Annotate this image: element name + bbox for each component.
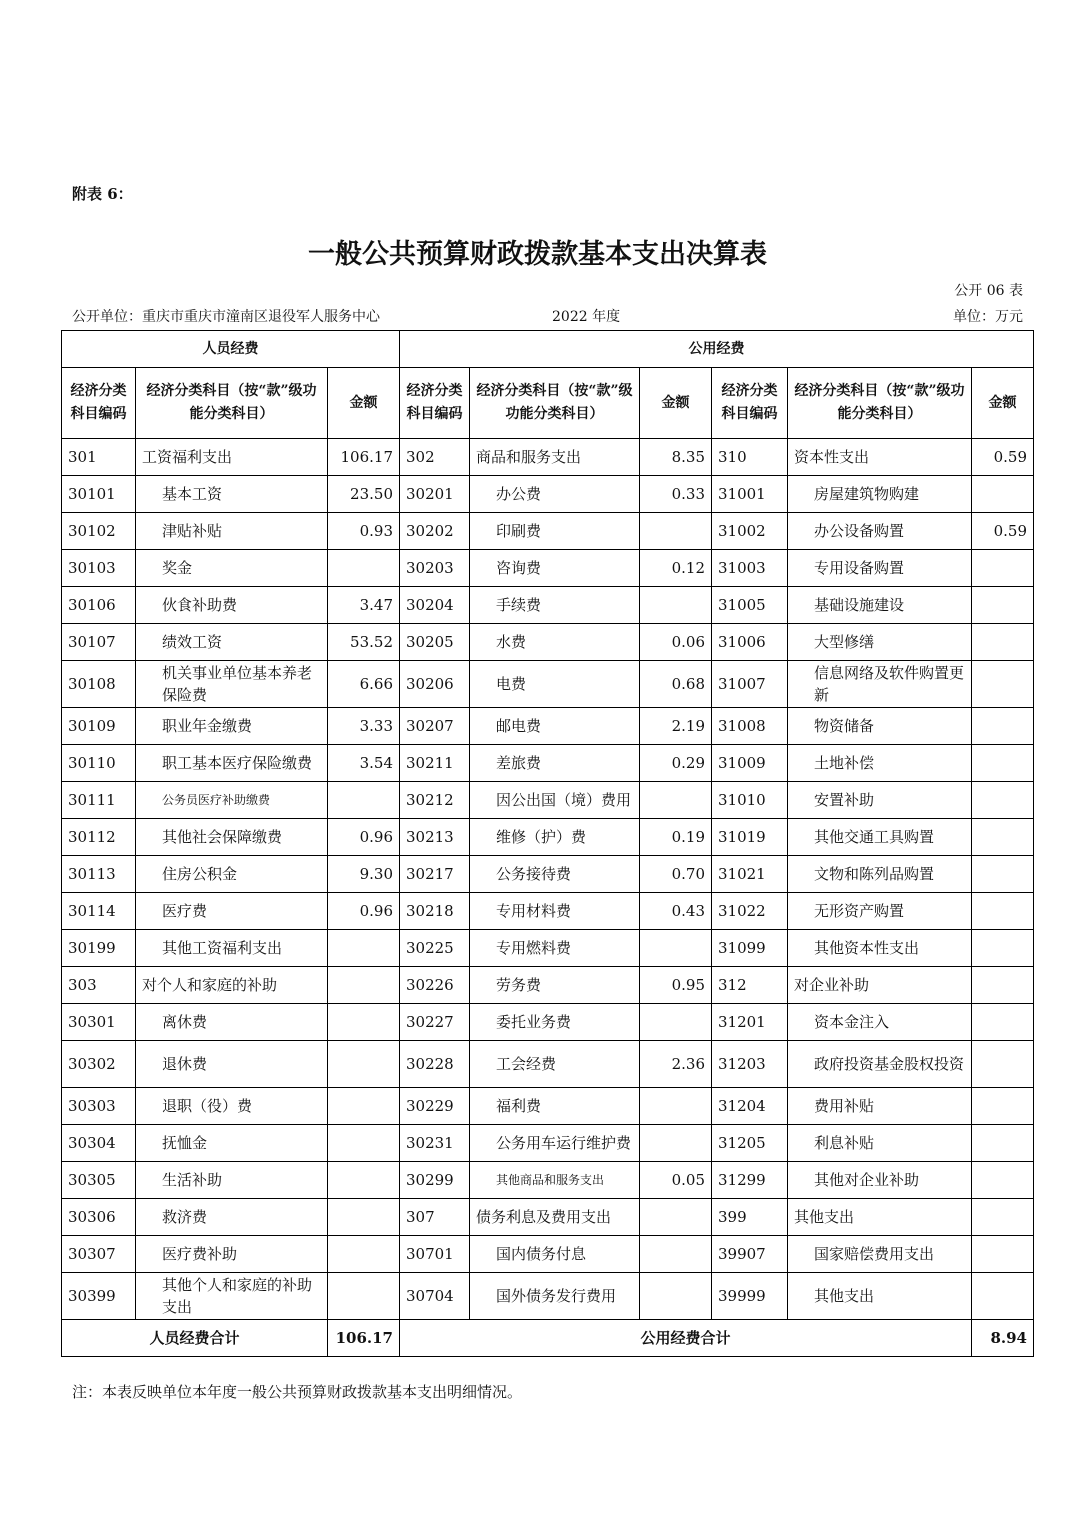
money-unit: 单位：万元 [953,309,1023,325]
table-row [62,1004,1034,1041]
cell-name: 因公出国（境）费用 [470,782,640,819]
col-header-name: 经济分类科目（按“款”级功能分类科目） [136,368,328,439]
cell-amount [972,550,1034,587]
cell-code: 30112 [62,819,136,856]
cell-code: 30201 [400,476,470,513]
cell-name: 国外债务发行费用 [470,1273,640,1320]
cell-amount [972,967,1034,1004]
cell-amount: 0.12 [640,550,712,587]
cell-amount [972,476,1034,513]
cell-code: 31203 [712,1041,788,1088]
cell-name: 其他个人和家庭的补助支出 [136,1273,328,1320]
cell-name: 国内债务付息 [470,1236,640,1273]
cell-code: 30199 [62,930,136,967]
cell-name: 政府投资基金股权投资 [788,1041,972,1088]
cell-name: 债务利息及费用支出 [470,1199,640,1236]
cell-amount [972,1125,1034,1162]
cell-code: 30399 [62,1273,136,1320]
cell-name: 水费 [470,624,640,661]
cell-amount [972,782,1034,819]
cell-amount [972,930,1034,967]
cell-code: 31205 [712,1125,788,1162]
col-header-code: 经济分类科目编码 [400,368,470,439]
cell-name: 对企业补助 [788,967,972,1004]
cell-code: 30227 [400,1004,470,1041]
table-row [62,661,1034,708]
col-header-amount: 金额 [972,368,1034,439]
cell-name: 工资福利支出 [136,439,328,476]
cell-amount: 0.06 [640,624,712,661]
cell-code: 31001 [712,476,788,513]
cell-name: 其他支出 [788,1199,972,1236]
cell-amount [972,819,1034,856]
cell-name: 绩效工资 [136,624,328,661]
cell-name: 专用设备购置 [788,550,972,587]
cell-name: 专用材料费 [470,893,640,930]
cell-amount [972,708,1034,745]
cell-amount [640,1088,712,1125]
cell-amount [328,930,400,967]
cell-amount [640,1273,712,1320]
cell-code: 303 [62,967,136,1004]
col-header-code: 经济分类科目编码 [62,368,136,439]
cell-code: 31006 [712,624,788,661]
table-row [62,439,1034,476]
cell-name: 国家赔偿费用支出 [788,1236,972,1273]
cell-code: 30299 [400,1162,470,1199]
cell-code: 31099 [712,930,788,967]
cell-amount: 0.96 [328,819,400,856]
cell-amount [328,1041,400,1088]
cell-amount: 0.96 [328,893,400,930]
table-row [62,624,1034,661]
cell-code: 31009 [712,745,788,782]
col-header-code: 经济分类科目编码 [712,368,788,439]
cell-name: 其他交通工具购置 [788,819,972,856]
cell-amount [972,1273,1034,1320]
cell-code: 30204 [400,587,470,624]
cell-name: 维修（护）费 [470,819,640,856]
cell-code: 30217 [400,856,470,893]
cell-code: 31002 [712,513,788,550]
cell-amount [640,930,712,967]
form-number: 公开 06 表 [954,283,1023,299]
cell-code: 31022 [712,893,788,930]
cell-code: 30206 [400,661,470,708]
cell-amount [640,587,712,624]
col-header-amount: 金额 [640,368,712,439]
cell-name: 大型修缮 [788,624,972,661]
table-row [62,819,1034,856]
table-row [62,1041,1034,1088]
cell-amount: 53.52 [328,624,400,661]
cell-amount [972,745,1034,782]
cell-amount [972,1236,1034,1273]
cell-code: 31201 [712,1004,788,1041]
cell-name: 信息网络及软件购置更新 [788,661,972,708]
table-body [62,439,1034,1320]
cell-name: 委托业务费 [470,1004,640,1041]
cell-amount: 6.66 [328,661,400,708]
cell-amount: 2.36 [640,1041,712,1088]
cell-name: 房屋建筑物购建 [788,476,972,513]
page-title: 一般公共预算财政拨款基本支出决算表 [308,239,767,270]
cell-name: 物资储备 [788,708,972,745]
cell-code: 31003 [712,550,788,587]
cell-code: 30704 [400,1273,470,1320]
cell-code: 30228 [400,1041,470,1088]
cell-name: 手续费 [470,587,640,624]
cell-name: 福利费 [470,1088,640,1125]
cell-name: 其他社会保障缴费 [136,819,328,856]
cell-amount [328,1004,400,1041]
cell-amount [972,587,1034,624]
cell-code: 312 [712,967,788,1004]
cell-amount: 0.93 [328,513,400,550]
cell-code: 30303 [62,1088,136,1125]
cell-code: 30211 [400,745,470,782]
cell-amount [328,1273,400,1320]
table-row [62,513,1034,550]
cell-name: 退休费 [136,1041,328,1088]
cell-code: 30305 [62,1162,136,1199]
cell-code: 30102 [62,513,136,550]
table-row [62,967,1034,1004]
cell-name: 工会经费 [470,1041,640,1088]
table-row [62,476,1034,513]
cell-amount: 106.17 [328,439,400,476]
totals-row [62,1320,1034,1357]
cell-name: 职业年金缴费 [136,708,328,745]
cell-code: 30302 [62,1041,136,1088]
cell-amount [640,1236,712,1273]
cell-code: 30307 [62,1236,136,1273]
cell-name: 利息补贴 [788,1125,972,1162]
cell-name: 机关事业单位基本养老保险费 [136,661,328,708]
cell-amount: 8.35 [640,439,712,476]
table-row [62,782,1034,819]
cell-amount: 9.30 [328,856,400,893]
cell-name: 资本金注入 [788,1004,972,1041]
cell-name: 医疗费 [136,893,328,930]
cell-code: 30109 [62,708,136,745]
cell-amount: 0.70 [640,856,712,893]
cell-amount [972,1088,1034,1125]
group-header-public: 公用经费 [400,331,1034,368]
table-row [62,587,1034,624]
cell-code: 30701 [400,1236,470,1273]
cell-code: 30304 [62,1125,136,1162]
cell-code: 30107 [62,624,136,661]
cell-code: 301 [62,439,136,476]
meta-line [72,306,1023,326]
cell-code: 30213 [400,819,470,856]
cell-name: 资本性支出 [788,439,972,476]
cell-code: 31021 [712,856,788,893]
cell-code: 30103 [62,550,136,587]
group-header-personnel: 人员经费 [62,331,400,368]
cell-amount: 0.68 [640,661,712,708]
cell-amount [328,1088,400,1125]
cell-code: 30202 [400,513,470,550]
cell-amount [640,782,712,819]
cell-name: 无形资产购置 [788,893,972,930]
cell-amount [972,1041,1034,1088]
cell-code: 30108 [62,661,136,708]
table-row [62,1088,1034,1125]
cell-code: 30113 [62,856,136,893]
cell-amount [328,1199,400,1236]
table-row [62,1273,1034,1320]
cell-name: 印刷费 [470,513,640,550]
cell-name: 其他支出 [788,1273,972,1320]
cell-name: 专用燃料费 [470,930,640,967]
cell-amount [640,1199,712,1236]
cell-name: 电费 [470,661,640,708]
cell-name: 伙食补助费 [136,587,328,624]
table-row [62,856,1034,893]
cell-name: 医疗费补助 [136,1236,328,1273]
cell-code: 31204 [712,1088,788,1125]
cell-name: 公务员医疗补助缴费 [136,782,328,819]
cell-name: 救济费 [136,1199,328,1236]
cell-name: 其他资本性支出 [788,930,972,967]
cell-name: 其他工资福利支出 [136,930,328,967]
cell-amount [328,1162,400,1199]
table-row [62,745,1034,782]
public-total-label: 公用经费合计 [400,1320,972,1357]
cell-name: 土地补偿 [788,745,972,782]
cell-code: 30114 [62,893,136,930]
cell-amount: 0.29 [640,745,712,782]
cell-code: 30205 [400,624,470,661]
cell-name: 对个人和家庭的补助 [136,967,328,1004]
cell-name: 办公设备购置 [788,513,972,550]
col-header-name: 经济分类科目（按“款”级功能分类科目） [788,368,972,439]
cell-amount [328,1236,400,1273]
fiscal-year: 2022 年度 [552,309,621,325]
personnel-total-label: 人员经费合计 [62,1320,328,1357]
cell-name: 退职（役）费 [136,1088,328,1125]
cell-name: 生活补助 [136,1162,328,1199]
cell-code: 30226 [400,967,470,1004]
table-row [62,893,1034,930]
cell-amount [328,967,400,1004]
cell-name: 其他对企业补助 [788,1162,972,1199]
appendix-label: 附表 6： [72,185,133,203]
cell-code: 307 [400,1199,470,1236]
reporting-unit: 公开单位：重庆市重庆市潼南区退役军人服务中心 [72,309,380,325]
col-header-name: 经济分类科目（按“款”级功能分类科目） [470,368,640,439]
cell-amount: 0.19 [640,819,712,856]
table-row [62,1162,1034,1199]
cell-code: 31010 [712,782,788,819]
cell-name: 文物和陈列品购置 [788,856,972,893]
table-row [62,930,1034,967]
cell-code: 31299 [712,1162,788,1199]
cell-code: 30301 [62,1004,136,1041]
cell-code: 30110 [62,745,136,782]
cell-amount: 0.95 [640,967,712,1004]
cell-amount [972,856,1034,893]
cell-amount [972,1004,1034,1041]
cell-name: 咨询费 [470,550,640,587]
cell-name: 奖金 [136,550,328,587]
cell-name: 公务接待费 [470,856,640,893]
cell-amount: 3.33 [328,708,400,745]
cell-amount [640,1125,712,1162]
cell-amount: 0.59 [972,439,1034,476]
cell-amount: 2.19 [640,708,712,745]
cell-name: 津贴补贴 [136,513,328,550]
cell-name: 劳务费 [470,967,640,1004]
cell-code: 30111 [62,782,136,819]
cell-amount: 0.59 [972,513,1034,550]
cell-amount [972,624,1034,661]
cell-amount [328,782,400,819]
cell-amount [972,1162,1034,1199]
cell-name: 住房公积金 [136,856,328,893]
cell-name: 公务用车运行维护费 [470,1125,640,1162]
cell-amount: 23.50 [328,476,400,513]
expenditure-table [61,330,1034,1357]
cell-code: 31007 [712,661,788,708]
cell-amount [972,1199,1034,1236]
cell-code: 31019 [712,819,788,856]
cell-amount [328,1125,400,1162]
cell-name: 基础设施建设 [788,587,972,624]
cell-name: 其他商品和服务支出 [470,1162,640,1199]
cell-code: 30106 [62,587,136,624]
cell-amount: 3.54 [328,745,400,782]
table-row [62,1125,1034,1162]
table-row [62,550,1034,587]
cell-name: 差旅费 [470,745,640,782]
cell-amount [328,550,400,587]
table-row [62,1236,1034,1273]
personnel-total-amount: 106.17 [328,1320,400,1357]
cell-code: 30101 [62,476,136,513]
cell-name: 费用补贴 [788,1088,972,1125]
cell-code: 30203 [400,550,470,587]
cell-name: 基本工资 [136,476,328,513]
cell-amount: 0.05 [640,1162,712,1199]
cell-amount: 0.33 [640,476,712,513]
cell-name: 邮电费 [470,708,640,745]
cell-name: 职工基本医疗保险缴费 [136,745,328,782]
cell-amount: 0.43 [640,893,712,930]
cell-code: 30218 [400,893,470,930]
cell-code: 30207 [400,708,470,745]
public-total-amount: 8.94 [972,1320,1034,1357]
table-row [62,1199,1034,1236]
cell-code: 30231 [400,1125,470,1162]
cell-code: 310 [712,439,788,476]
cell-code: 30212 [400,782,470,819]
cell-code: 399 [712,1199,788,1236]
cell-code: 31005 [712,587,788,624]
cell-name: 离休费 [136,1004,328,1041]
cell-code: 31008 [712,708,788,745]
footnote: 注：本表反映单位本年度一般公共预算财政拨款基本支出明细情况。 [72,1383,523,1401]
cell-code: 302 [400,439,470,476]
table-row [62,708,1034,745]
cell-name: 商品和服务支出 [470,439,640,476]
cell-amount [640,1004,712,1041]
col-header-amount: 金额 [328,368,400,439]
cell-name: 办公费 [470,476,640,513]
cell-code: 30306 [62,1199,136,1236]
cell-code: 39907 [712,1236,788,1273]
cell-name: 抚恤金 [136,1125,328,1162]
cell-amount: 3.47 [328,587,400,624]
cell-amount [972,893,1034,930]
cell-code: 30225 [400,930,470,967]
cell-amount [972,661,1034,708]
cell-code: 39999 [712,1273,788,1320]
cell-name: 安置补助 [788,782,972,819]
cell-amount [640,513,712,550]
cell-code: 30229 [400,1088,470,1125]
